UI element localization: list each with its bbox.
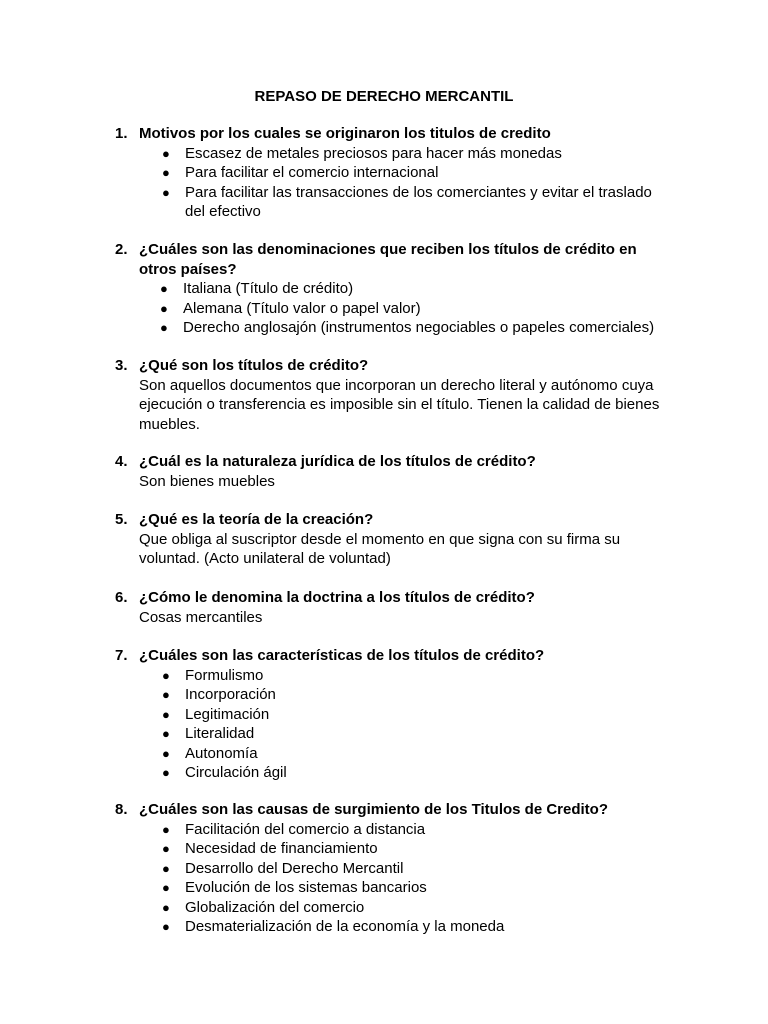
question-7 [115, 646, 675, 783]
bullet-icon: ● [162, 145, 170, 161]
question-number: 5. [115, 511, 128, 528]
bullet-list [115, 666, 675, 783]
list-item: ● Facilitación del comercio a distancia [162, 820, 426, 838]
bullet-icon: ● [162, 726, 170, 741]
question-number: 8. [115, 801, 128, 818]
list-item: ● Escasez de metales preciosos para hacer más monedas [162, 144, 562, 162]
list-item: ● Necesidad de financiamiento [162, 840, 378, 857]
list-item: ● Autonomía [162, 744, 258, 762]
list-item: ● Legitimación [162, 705, 270, 723]
bullet-icon: ● [162, 880, 170, 895]
question-number: 7. [115, 647, 128, 664]
answer-text: Son bienes muebles [139, 472, 275, 490]
list-item: ● Formulismo [162, 666, 264, 684]
question-6 [115, 588, 675, 627]
list-item: ● Para facilitar el comercio internacional [162, 164, 439, 181]
question-text: ¿Qué es la teoría de la creación? [139, 511, 374, 528]
answer-text: Que obliga al suscriptor desde el momento en que signa con su firma su voluntad. (Acto unilateral de voluntad) [139, 530, 621, 567]
question-number: 6. [115, 589, 128, 606]
list-item: ● Globalización del comercio [162, 898, 365, 916]
question-text: ¿Cuál es la naturaleza jurídica de los títulos de crédito? [139, 453, 536, 470]
question-text: ¿Cuáles son las características de los títulos de crédito? [139, 647, 545, 664]
bullet-icon: ● [162, 745, 170, 761]
bullet-icon: ● [162, 765, 170, 780]
question-text: Motivos por los cuales se originaron los titulos de credito [139, 125, 551, 142]
question-text: ¿Cómo le denomina la doctrina a los títulos de crédito? [139, 589, 535, 606]
bullet-icon: ● [162, 821, 170, 837]
answer-text: Cosas mercantiles [139, 608, 263, 626]
question-number: 1. [115, 125, 128, 142]
question-number: 4. [115, 453, 128, 470]
list-item: ● Desmaterialización de la economía y la moneda [162, 918, 505, 935]
bullet-list [115, 279, 675, 338]
bullet-icon: ● [162, 667, 170, 683]
document-title: REPASO DE DERECHO MERCANTIL [254, 88, 514, 105]
bullet-icon: ● [162, 841, 170, 856]
question-number: 2. [115, 241, 128, 258]
list-item: ● Circulación ágil [162, 764, 287, 781]
answer-text: Son aquellos documentos que incorporan un derecho literal y autónomo cuya ejecución o transferencia es imposible sin el título. Tienen la calidad de bienes muebles. [139, 376, 660, 433]
question-3 [115, 356, 675, 434]
bullet-icon: ● [162, 860, 170, 876]
bullet-icon: ● [160, 300, 168, 316]
list-item: ● Alemana (Título valor o papel valor) [160, 299, 421, 317]
list-item: ● Incorporación [162, 686, 276, 703]
bullet-list [115, 820, 675, 937]
question-text: ¿Cuáles son las denominaciones que reciben los títulos de crédito en otros países? [139, 241, 637, 278]
list-item: ● Italiana (Título de crédito) [160, 280, 354, 297]
bullet-list [115, 144, 675, 222]
list-item: ● Literalidad [162, 725, 255, 742]
bullet-icon: ● [160, 320, 168, 335]
question-1 [115, 124, 675, 222]
question-text: ¿Cuáles son las causas de surgimiento de los Titulos de Credito? [139, 801, 608, 818]
question-4 [115, 452, 675, 491]
question-2 [115, 240, 675, 338]
question-5 [115, 510, 675, 569]
bullet-icon: ● [160, 281, 168, 296]
question-number: 3. [115, 357, 128, 374]
list-item: ● Derecho anglosajón (instrumentos negociables o papeles comerciales) [160, 319, 655, 336]
bullet-icon: ● [162, 165, 170, 180]
list-item: ● Desarrollo del Derecho Mercantil [162, 859, 404, 877]
list-item: ● Para facilitar las transacciones de los comerciantes y evitar el traslado del efectivo [162, 183, 652, 220]
question-8 [115, 800, 675, 937]
bullet-icon: ● [162, 919, 170, 934]
bullet-icon: ● [162, 706, 170, 722]
bullet-icon: ● [162, 899, 170, 915]
bullet-icon: ● [162, 184, 170, 200]
bullet-icon: ● [162, 687, 170, 702]
list-item: ● Evolución de los sistemas bancarios [162, 879, 427, 896]
question-text: ¿Qué son los títulos de crédito? [139, 357, 369, 374]
